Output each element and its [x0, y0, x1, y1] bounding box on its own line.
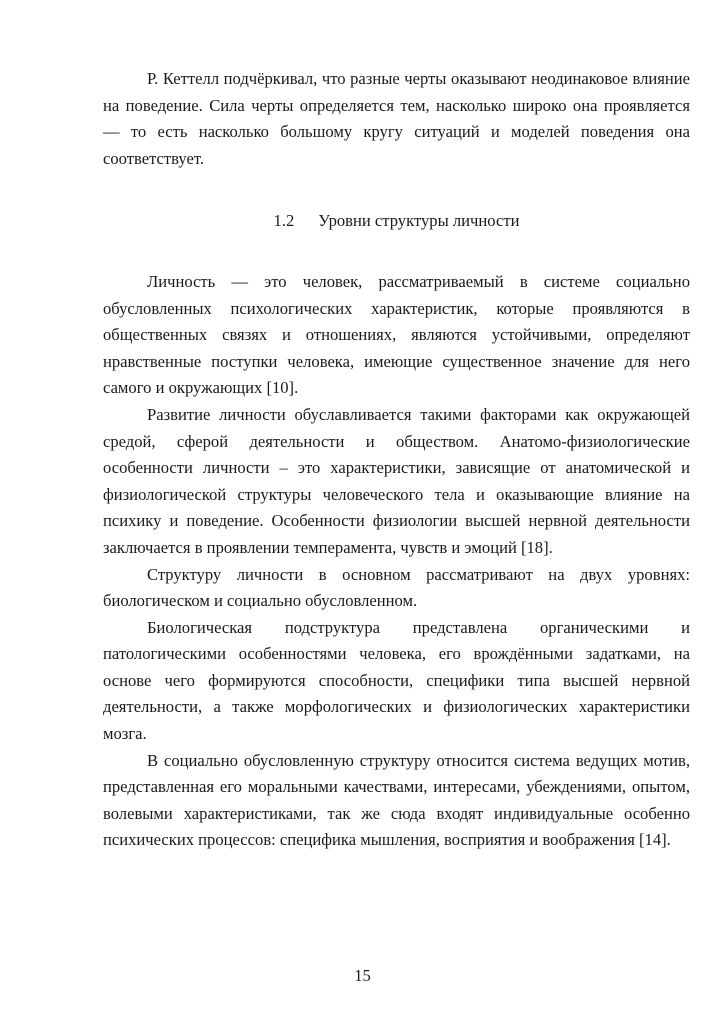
paragraph-biological-substructure: Биологическая подструктура представлена органическими и патологическими особенностями человека, его врождёнными задатками, на основе чего формируются способности, специфики типа высшей нервной деятельности, а также морфологических и физиологических характеристики мозга.	[103, 617, 690, 744]
paragraph-social-structure: В социально обусловленную структуру относится система ведущих мотив, представленная его моральными качествами, интересами, убеждениями, опытом, волевыми характеристиками, так же сюда входят индивидуальные особенно психических процессов: специфика мышления, восприятия и воображения [14].	[103, 750, 690, 850]
section-number: 1.2	[273, 211, 295, 231]
paragraph-personality-definition: Личность — это человек, рассматриваемый в системе социально обусловленных психологических характеристик, которые проявляются в общественных связях и отношениях, являются устойчивыми, определяют нравственные поступки человека, имеющие существенное значение для него самого и окружающих [10].	[103, 271, 690, 398]
section-title: Уровни структуры личности	[318, 211, 520, 231]
paragraph-structure-levels: Структуру личности в основном рассматривают на двух уровнях: биологическом и социально обусловленном.	[103, 564, 690, 611]
page-number: 15	[354, 966, 371, 985]
section-heading	[103, 208, 690, 235]
paragraph-personality-development: Развитие личности обуславливается такими факторами как окружающей средой, сферой деятельности и обществом. Анатомо-физиологические особенности личности – это характеристики, зависящие от анатомической и физиологической структуры человеческого тела и оказывающие влияние на психику и поведение. Особенности физиологии высшей нервной деятельности заключается в проявлении темперамента, чувств и эмоций [18].	[103, 404, 690, 557]
document-page	[103, 66, 690, 854]
paragraph-cattell: Р. Кеттелл подчёркивал, что разные черты оказывают неодинаковое влияние на поведение. Сила черты определяется тем, насколько широко она проявляется — то есть насколько большому кругу ситуаций и моделей поведения она соответствует.	[103, 69, 690, 168]
